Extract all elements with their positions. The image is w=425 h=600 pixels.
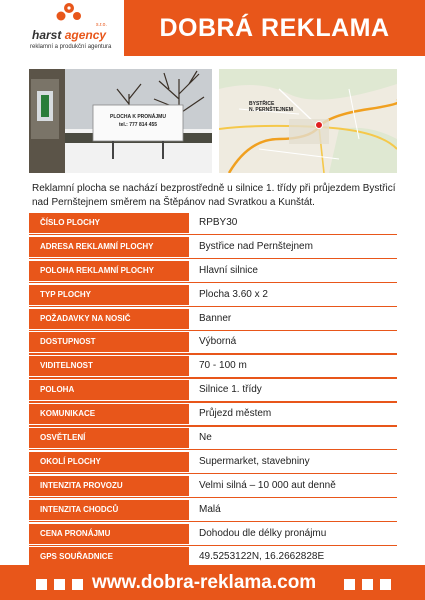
location-map[interactable] (219, 69, 397, 173)
row-divider (29, 425, 397, 426)
page-title: DOBRÁ REKLAMA (159, 14, 390, 42)
row-value: Velmi silná – 10 000 aut denně (199, 479, 336, 491)
row-divider (29, 449, 397, 450)
row-label: VIDITELNOST (29, 356, 189, 376)
billboard-sign (93, 113, 183, 129)
table-row (29, 476, 397, 499)
info-table (29, 213, 397, 571)
row-divider (29, 497, 397, 498)
row-value: 49.5253122N, 16.2662828E (199, 551, 325, 563)
row-divider (29, 330, 397, 331)
title-bar (124, 0, 425, 56)
table-row (29, 285, 397, 308)
table-row (29, 428, 397, 451)
row-value: Silnice 1. třídy (199, 384, 262, 396)
row-divider (29, 521, 397, 522)
row-label: INTENZITA PROVOZU (29, 476, 189, 496)
row-label: KOMUNIKACE (29, 404, 189, 424)
row-value: Ne (199, 432, 212, 444)
row-value: Průjezd městem (199, 408, 272, 420)
row-label: TYP PLOCHY (29, 285, 189, 305)
map-town-line1: BYSTŘICE (249, 101, 275, 107)
table-row (29, 213, 397, 236)
row-divider (29, 282, 397, 283)
logo-name-accent: agency (64, 28, 107, 42)
table-row (29, 356, 397, 379)
row-label: POLOHA REKLAMNÍ PLOCHY (29, 261, 189, 281)
row-label: OKOLÍ PLOCHY (29, 452, 189, 472)
table-row (29, 404, 397, 427)
row-label: GPS SOUŘADNICE (29, 547, 189, 567)
square-icon (72, 579, 83, 590)
row-label: DOSTUPNOST (29, 332, 189, 352)
map-image (219, 69, 397, 173)
table-row (29, 237, 397, 260)
row-value: Bystřice nad Pernštejnem (199, 240, 313, 252)
description: Reklamní plocha se nachází bezprostředně u silnice 1. třídy při průjezdem Bystřicí nad Pernštejnem směrem na Štěpánov nad Svratkou a Kunštát. (32, 183, 396, 208)
header (0, 0, 425, 62)
table-row (29, 261, 397, 284)
row-divider (29, 353, 397, 354)
logo-name (32, 28, 106, 42)
row-value: Supermarket, stavebniny (199, 455, 310, 467)
table-row (29, 309, 397, 332)
row-value: Plocha 3.60 x 2 (199, 288, 268, 300)
footer-bar (0, 565, 425, 600)
square-icon (362, 579, 373, 590)
row-divider (29, 234, 397, 235)
row-value: 70 - 100 m (199, 360, 247, 372)
logo-mark-icon (56, 2, 82, 24)
square-icon (36, 579, 47, 590)
table-row (29, 500, 397, 523)
website-link[interactable]: www.dobra-reklama.com (92, 572, 317, 593)
row-label: ČÍSLO PLOCHY (29, 213, 189, 233)
table-row (29, 524, 397, 547)
logo[interactable] (0, 0, 120, 62)
logo-name-prefix: harst (32, 28, 65, 42)
row-value: RPBY30 (199, 217, 238, 228)
row-value: Malá (199, 503, 221, 515)
map-town-line2: N. PERNŠTEJNEM (249, 107, 293, 113)
row-label: POLOHA (29, 380, 189, 400)
row-value: Výborná (199, 336, 237, 348)
sign-line2: tel.: 777 814 455 (118, 122, 158, 128)
row-divider (29, 377, 397, 378)
row-divider (29, 258, 397, 259)
row-value: Hlavní silnice (199, 264, 258, 276)
logo-tagline: reklamní a produkční agentura (30, 44, 112, 50)
row-label: ADRESA REKLAMNÍ PLOCHY (29, 237, 189, 257)
map-town-label (249, 101, 293, 113)
billboard-photo (29, 69, 212, 173)
row-label: POŽADAVKY NA NOSIČ (29, 309, 189, 329)
row-divider (29, 473, 397, 474)
row-label: INTENZITA CHODCŮ (29, 500, 189, 520)
table-row (29, 452, 397, 475)
row-divider (29, 306, 397, 307)
row-divider (29, 401, 397, 402)
map-pin-icon (315, 121, 323, 129)
table-row (29, 380, 397, 403)
square-icon (344, 579, 355, 590)
square-icon (54, 579, 65, 590)
row-value: Dohodou dle délky pronájmu (199, 527, 327, 539)
logo-sro: s.r.o. (96, 22, 107, 28)
sign-line1: PLOCHA K PRONÁJMU (110, 114, 166, 120)
table-row (29, 332, 397, 355)
row-label: OSVĚTLENÍ (29, 428, 189, 448)
row-value: Banner (199, 312, 232, 324)
row-divider (29, 545, 397, 546)
square-icon (380, 579, 391, 590)
row-label: CENA PRONÁJMU (29, 524, 189, 544)
